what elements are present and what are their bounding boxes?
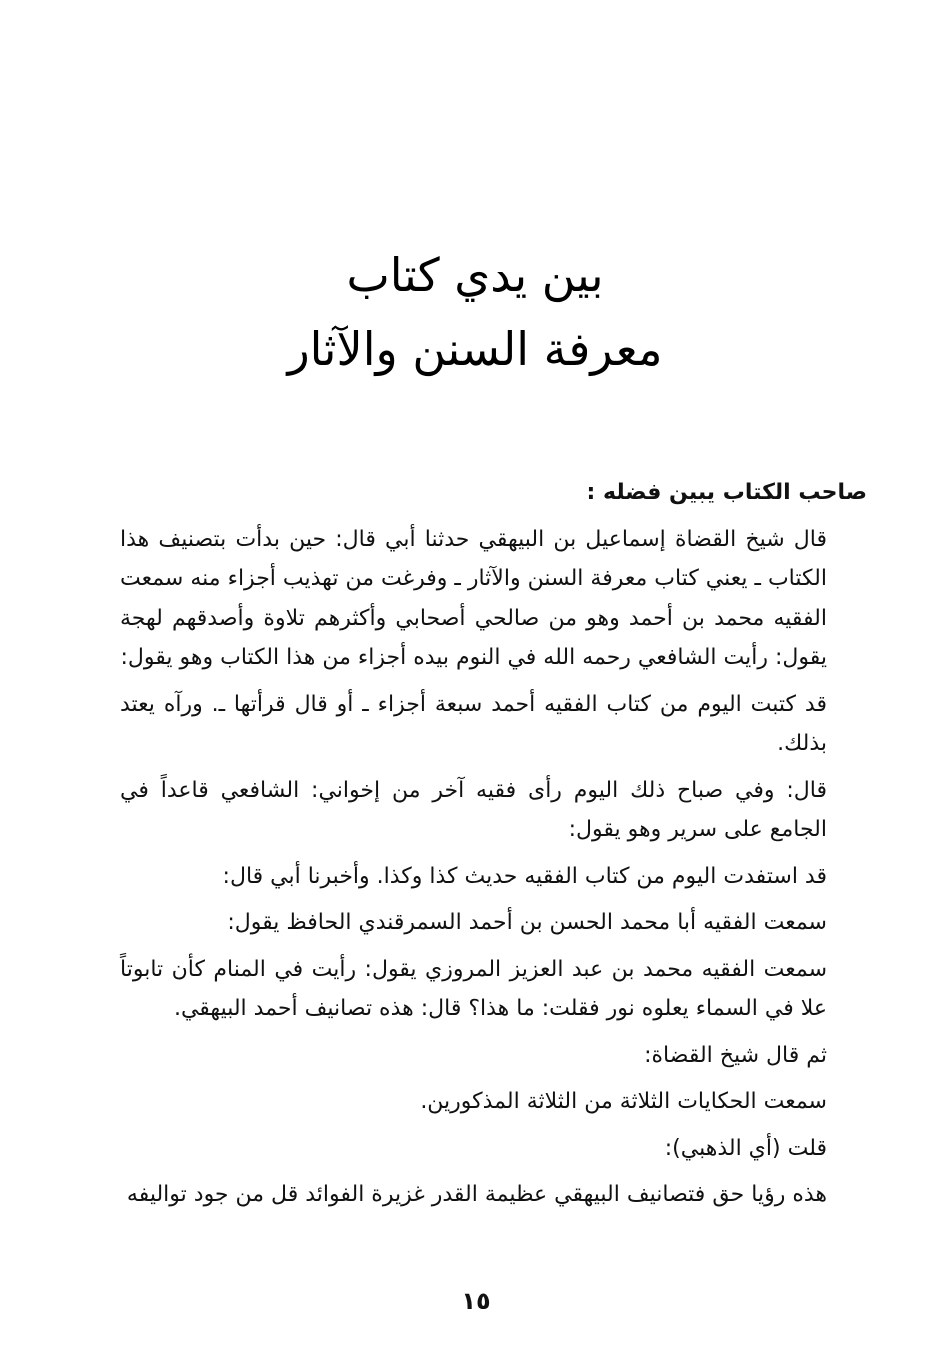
section-heading: صاحب الكتاب يبين فضله : — [586, 480, 867, 505]
body-text — [120, 473, 867, 1222]
chapter-title-line-1: بين يدي كتاب — [346, 248, 604, 302]
chapter-title — [180, 238, 770, 386]
paragraph: سمعت الفقيه أبا محمد الحسن بن أحمد السمرقندي الحافظ يقول: — [227, 910, 827, 935]
paragraph: قد كتبت اليوم من كتاب الفقيه أحمد سبعة أجزاء ـ أو قال قرأتها ـ. ورآه يعتد بذلك. — [120, 691, 827, 756]
chapter-title-line-2: معرفة السنن والآثار — [287, 322, 663, 376]
page-number: ١٥ — [461, 1287, 491, 1315]
paragraph: هذه رؤيا حق فتصانيف البيهقي عظيمة القدر غزيرة الفوائد قل من جود تواليفه — [126, 1182, 827, 1207]
paragraph: ثم قال شيخ القضاة: — [644, 1042, 827, 1068]
paragraph: سمعت الحكايات الثلاثة من الثلاثة المذكورين. — [420, 1089, 827, 1114]
paragraph: قال شيخ القضاة إسماعيل بن البيهقي حدثنا أبي قال: حين بدأت بتصنيف هذا الكتاب ـ يعني كتاب معرفة السنن والآثار ـ وفرغت من تهذيب أجزاء منه سمعت الفقيه محمد بن أحمد وهو من صالحي أصحابي وأكثرهم تلاوة وأصدقهم لهجة يقول: رأيت الشافعي رحمه الله في النوم بيده أجزاء من هذا الكتاب وهو يقول: — [120, 526, 827, 670]
paragraph: قلت (أي الذهبي): — [664, 1135, 827, 1161]
paragraph: قد استفدت اليوم من كتاب الفقيه حديث كذا وكذا. وأخبرنا أبي قال: — [222, 863, 827, 889]
paragraph: قال: وفي صباح ذلك اليوم رأى فقيه آخر من إخواني: الشافعي قاعداً في الجامع على سرير وهو يقول: — [120, 777, 827, 842]
paragraph: سمعت الفقيه محمد بن عبد العزيز المروزي يقول: رأيت في المنام كأن تابوتاً علا في السماء يعلوه نور فقلت: ما هذا؟ قال: هذه تصانيف أحمد البيهقي. — [120, 956, 827, 1021]
